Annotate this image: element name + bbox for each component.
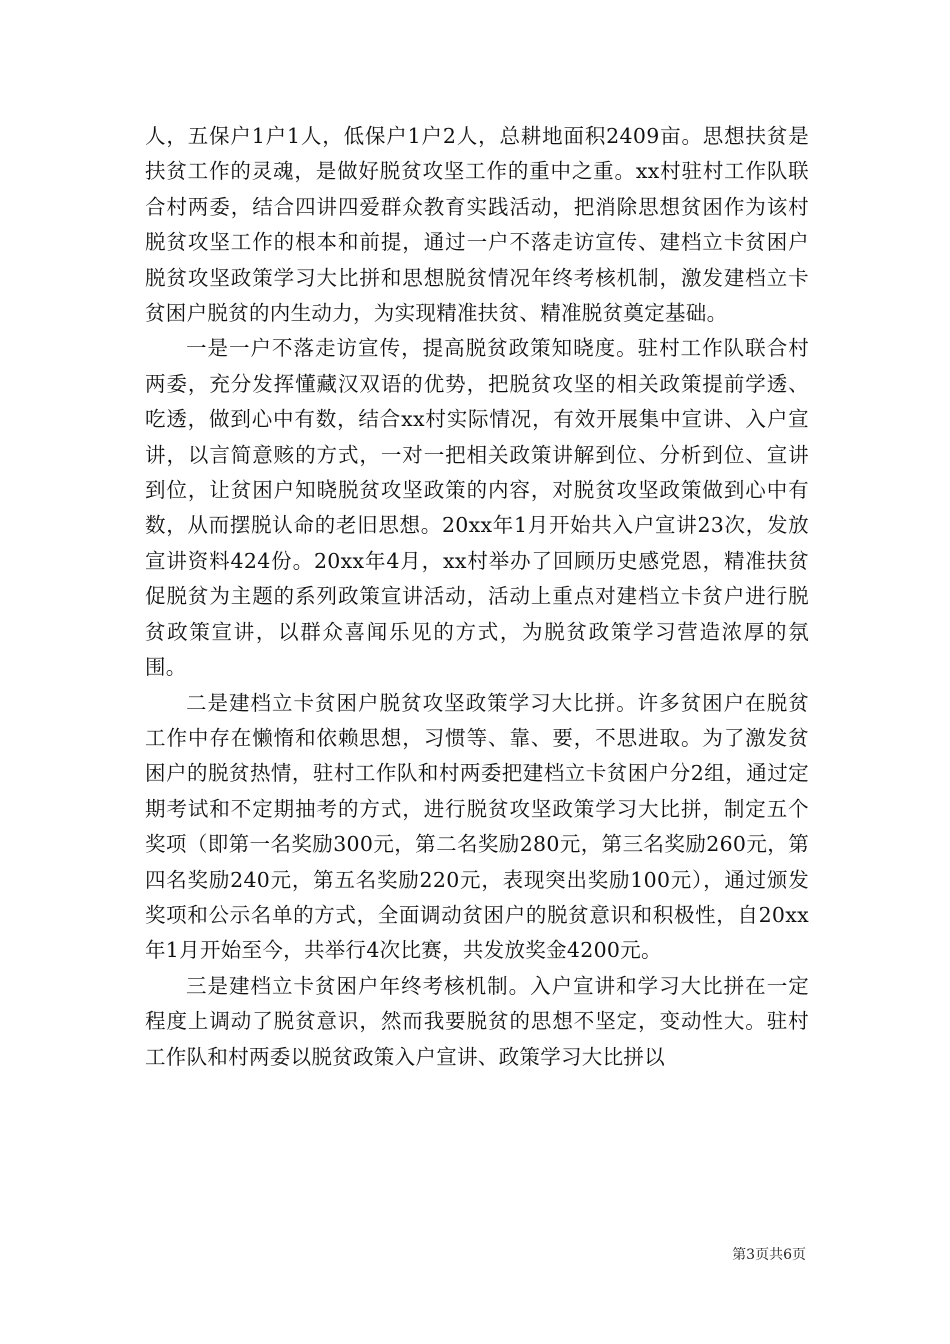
page-number-footer: 第3页共6页 [732, 1247, 806, 1263]
paragraph-three: 三是建档立卡贫困户年终考核机制。入户宣讲和学习大比拼在一定程度上调动了脱贫意识，然而我要脱贫的思想不坚定，变动性大。驻村工作队和村两委以脱贫政策入户宣讲、政策学习大比拼以 [145, 973, 809, 1069]
paragraph-continuation: 人，五保户1户1人，低保户1户2人，总耕地面积2409亩。思想扶贫是扶贫工作的灵魂，是做好脱贫攻坚工作的重中之重。xx村驻村工作队联合村两委，结合四讲四爱群众教育实践活动，把消除思想贫困作为该村脱贫攻坚工作的根本和前提，通过一户不落走访宣传、建档立卡贫困户脱贫攻坚政策学习大比拼和思想脱贫情况年终考核机制，激发建档立卡贫困户脱贫的内生动力，为实现精准扶贫、精准脱贫奠定基础。 [145, 124, 809, 326]
document-body [145, 119, 809, 1075]
paragraph-two: 二是建档立卡贫困户脱贫攻坚政策学习大比拼。许多贫困户在脱贫工作中存在懒惰和依赖思想，习惯等、靠、要，不思进取。为了激发贫困户的脱贫热情，驻村工作队和村两委把建档立卡贫困户分2组，通过定期考试和不定期抽考的方式，进行脱贫攻坚政策学习大比拼，制定五个奖项（即第一名奖励300元，第二名奖励280元，第三名奖励260元，第四名奖励240元，第五名奖励220元，表现突出奖励100元），通过颁发奖项和公示名单的方式，全面调动贫困户的脱贫意识和积极性，自20xx年1月开始至今，共举行4次比赛，共发放奖金4200元。 [145, 690, 809, 963]
paragraph-one: 一是一户不落走访宣传，提高脱贫政策知晓度。驻村工作队联合村两委，充分发挥懂藏汉双语的优势，把脱贫攻坚的相关政策提前学透、吃透，做到心中有数，结合xx村实际情况，有效开展集中宣讲、入户宣讲，以言简意赅的方式，一对一把相关政策讲解到位、分析到位、宣讲到位，让贫困户知晓脱贫攻坚政策的内容，对脱贫攻坚政策做到心中有数，从而摆脱认命的老旧思想。20xx年1月开始共入户宣讲23次，发放宣讲资料424份。20xx年4月，xx村举办了回顾历史感党恩，精准扶贫促脱贫为主题的系列政策宣讲活动，活动上重点对建档立卡贫户进行脱贫政策宣讲，以群众喜闻乐见的方式，为脱贫政策学习营造浓厚的氛围。 [145, 336, 809, 680]
